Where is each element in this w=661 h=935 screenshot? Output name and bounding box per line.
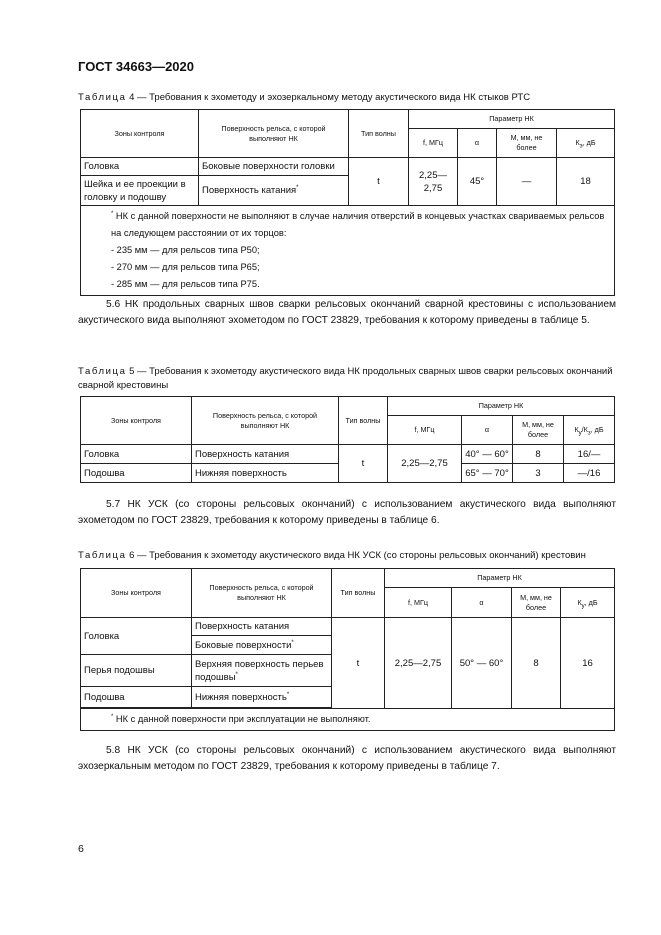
table6-zone-feather: Перья подошвы <box>81 655 192 687</box>
table5-head-f: f, МГц <box>388 416 462 445</box>
table5-head-surface: Поверхность рельса, с которой выполняют НК <box>192 397 339 445</box>
document-title: ГОСТ 34663—2020 <box>78 59 194 74</box>
table6 <box>80 568 615 731</box>
table5-head-zone: Зоны контроля <box>81 397 192 445</box>
table6-head-param: Параметр НК <box>385 569 615 588</box>
table6-surface-top: Поверхность катания <box>192 618 332 636</box>
table6-m: 8 <box>512 618 561 709</box>
table4-head-f: f, МГц <box>409 129 458 158</box>
table5-k-sole: —/16 <box>564 464 615 483</box>
table4-wave: t <box>349 158 409 206</box>
table5-freq: 2,25—2,75 <box>388 445 462 483</box>
table5-caption-text: 5 — Требования к эхометоду акустического вида НК продольных сварных швов сварки рельсовых окончаний сварной крестовины <box>78 366 613 391</box>
table6-surface-bottom: Нижняя поверхность* <box>192 687 332 708</box>
table4-head-wave: Тип волны <box>349 110 409 158</box>
table6-caption <box>78 549 618 563</box>
table5-head-alpha: α <box>462 416 513 445</box>
table4-head-alpha: α <box>458 129 497 158</box>
table6-caption-text: 6 — Требования к эхометоду акустического вида НК УСК (со стороны рельсовых окончаний) крестовин <box>126 550 586 561</box>
table6-head-zone: Зоны контроля <box>81 569 192 618</box>
table6-head-wave: Тип волны <box>332 569 385 618</box>
table4-caption-text: 4 — Требования к эхометоду и эхозеркальному методу акустического вида НК стыков РТС <box>126 92 531 103</box>
table4-head-k: $К_э$, дБ <box>557 129 615 158</box>
table4-head-param: Параметр НК <box>409 110 615 129</box>
table5-caption-lead: Таблица <box>78 366 127 377</box>
table6-head-surface: Поверхность рельса, с которой выполняют НК <box>192 569 332 618</box>
table4-alpha: 45° <box>458 158 497 206</box>
table5-head-m: М, мм, не более <box>513 416 564 445</box>
paragraph-5-8: 5.8 НК УСК (со стороны рельсовых окончаний) с использованием акустического вида выполняют эхозеркальным методом по ГОСТ 23829, требования к которому приведены в таблице 7. <box>78 745 616 772</box>
table4-head-m: М, мм, не более <box>497 129 557 158</box>
table6-caption-lead: Таблица <box>78 550 127 561</box>
table6-head-m: М, мм, не более <box>512 588 561 618</box>
table5-zone-sole: Подошва <box>81 464 192 483</box>
table4-k: 18 <box>557 158 615 206</box>
table5-alpha-sole: 65° — 70° <box>462 464 513 483</box>
table4-surface-side: Боковые поверхности головки <box>199 158 349 176</box>
table4-footnote-item: - 235 мм — для рельсов типа Р50; <box>111 245 260 255</box>
table4-footnote-item: - 270 мм — для рельсов типа Р65; <box>111 262 260 272</box>
paragraph-5-6: 5.6 НК продольных сварных швов сварки рельсовых окончаний сварной крестовины с использованием акустического вида выполняют эхометодом по ГОСТ 23829, требования к которому приведены в таблице 5. <box>78 299 616 326</box>
table5-head-param: Параметр НК <box>388 397 615 416</box>
table6-zone-sole: Подошва <box>81 687 192 708</box>
table6-surface-side: Боковые поверхности* <box>192 636 332 655</box>
table5-caption <box>78 365 618 393</box>
table5-head-k: $К_у/К_з$, дБ <box>564 416 615 445</box>
table6-k: 16 <box>561 618 615 709</box>
table4-zone-web: Шейка и ее проекции в головку и подошву <box>81 176 199 206</box>
table6-wave: t <box>332 618 385 709</box>
table6-surface-feather: Верхняя поверхность перьев подошвы* <box>192 655 332 687</box>
table5-surface-top: Поверхность катания <box>192 445 339 464</box>
table6-head-k: $К_у$, дБ <box>561 588 615 618</box>
table4-m: — <box>497 158 557 206</box>
table4-surface-top: Поверхность катания* <box>199 176 349 206</box>
paragraph-5-7: 5.7 НК УСК (со стороны рельсовых окончаний) с использованием акустического вида выполняют эхометодом по ГОСТ 23829, требования к которому приведены в таблице 6. <box>78 499 616 526</box>
table5-m-head: 8 <box>513 445 564 464</box>
table6-head-alpha: α <box>452 588 512 618</box>
table4 <box>80 109 615 296</box>
table6-freq: 2,25—2,75 <box>385 618 452 709</box>
table5-alpha-head: 40° — 60° <box>462 445 513 464</box>
table5-k-head: 16/— <box>564 445 615 464</box>
table6-zone-head: Головка <box>81 618 192 655</box>
table4-footnote: * НК с данной поверхности не выполняют в случае наличия отверстий в концевых участках свариваемых рельсов на следующем расстоянии от их торцов: - 235 мм — для рельсов типа Р50; - 270 мм — для рельсов типа Р65; - 285 мм — для рельсов типа Р75. <box>81 206 615 296</box>
table4-freq: 2,25—2,75 <box>409 158 458 206</box>
table5-zone-head: Головка <box>81 445 192 464</box>
table4-zone-head: Головка <box>81 158 199 176</box>
page-number: 6 <box>78 843 84 855</box>
table5-head-wave: Тип волны <box>339 397 388 445</box>
table4-caption <box>78 91 618 105</box>
table6-footnote: * НК с данной поверхности при эксплуатации не выполняют. <box>81 709 615 731</box>
table4-footnote-item: - 285 мм — для рельсов типа Р75. <box>111 279 260 289</box>
table4-head-surface: Поверхность рельса, с которой выполняют НК <box>199 110 349 158</box>
table5-surface-bottom: Нижняя поверхность <box>192 464 339 483</box>
table5-wave: t <box>339 445 388 483</box>
table4-caption-lead: Таблица <box>78 92 127 103</box>
table5-m-sole: 3 <box>513 464 564 483</box>
table4-head-zone: Зоны контроля <box>81 110 199 158</box>
table6-head-f: f, МГц <box>385 588 452 618</box>
table5 <box>80 396 615 483</box>
table6-alpha: 50° — 60° <box>452 618 512 709</box>
